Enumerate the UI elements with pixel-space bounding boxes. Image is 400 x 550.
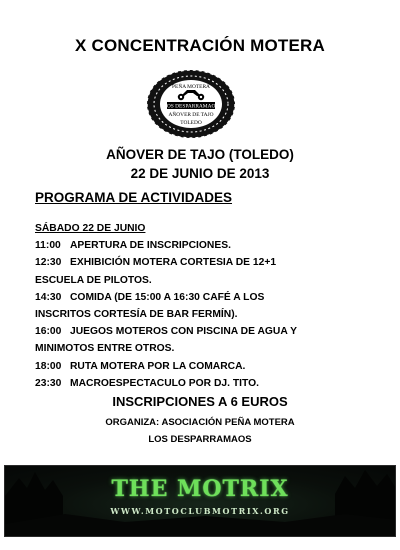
event-date: 22 DE JUNIO DE 2013 — [130, 166, 270, 181]
organizer-line-1: ORGANIZA: ASOCIACIÓN PEÑA MOTERA — [105, 417, 295, 428]
banner-title: THE MOTRIX — [111, 476, 289, 502]
motorcycle-chain-emblem-icon — [143, 68, 239, 140]
event-place: AÑOVER DE TAJO (TOLEDO) — [106, 147, 294, 162]
schedule-text: MACROESPECTACULO POR DJ. TITO. — [70, 377, 259, 389]
schedule-item — [35, 237, 375, 254]
organizer-line-2: LOS DESPARRAMAOS — [148, 434, 252, 445]
schedule-time: 18:00 — [35, 360, 62, 372]
logo-name-text: LOS DESPARRAMAOS — [163, 103, 219, 110]
logo-top-text: PEÑA MOTERA — [172, 84, 210, 90]
schedule-item-continuation: MINIMOTOS ENTRE OTROS. — [35, 343, 175, 355]
program-heading: PROGRAMA DE ACTIVIDADES — [35, 190, 233, 205]
schedule-text: RUTA MOTERA POR LA COMARCA. — [70, 360, 246, 372]
schedule-item-continuation: INSCRITOS CORTESÍA DE BAR FERMÍN). — [35, 309, 238, 321]
day-heading: SÁBADO 22 DE JUNIO — [35, 223, 146, 234]
schedule-text: EXHIBICIÓN MOTERA CORTESIA DE 12+1 — [70, 257, 277, 269]
schedule-time: 14:30 — [35, 291, 62, 303]
schedule-item — [35, 323, 375, 340]
schedule-time: 12:30 — [35, 257, 62, 269]
schedule-item — [35, 254, 375, 271]
schedule-time: 11:00 — [35, 240, 61, 252]
schedule-time: 16:00 — [35, 326, 62, 338]
schedule-time: 23:30 — [35, 377, 62, 389]
inscriptions-price: INSCRIPCIONES A 6 EUROS — [112, 394, 288, 409]
schedule-text: JUEGOS MOTEROS CON PISCINA DE AGUA Y — [70, 326, 297, 338]
schedule-text: APERTURA DE INSCRIPCIONES. — [70, 240, 231, 252]
schedule-text: COMIDA (DE 15:00 A 16:30 CAFÉ A LOS — [70, 291, 265, 303]
banner-url: WWW.MOTOCLUBMOTRIX.ORG — [110, 506, 290, 516]
schedule-list — [35, 220, 375, 392]
logo-bottom-text: TOLEDO — [180, 120, 202, 126]
schedule-item — [35, 358, 375, 375]
logo-town-text: AÑOVER DE TAJO — [168, 112, 214, 118]
schedule-item — [35, 289, 375, 306]
schedule-item — [35, 375, 375, 392]
poster-title: X CONCENTRACIÓN MOTERA — [75, 36, 325, 55]
organizer — [0, 414, 400, 448]
club-logo — [143, 68, 239, 140]
motrix-banner — [4, 465, 396, 537]
schedule-item-continuation: ESCUELA DE PILOTOS. — [35, 274, 152, 286]
